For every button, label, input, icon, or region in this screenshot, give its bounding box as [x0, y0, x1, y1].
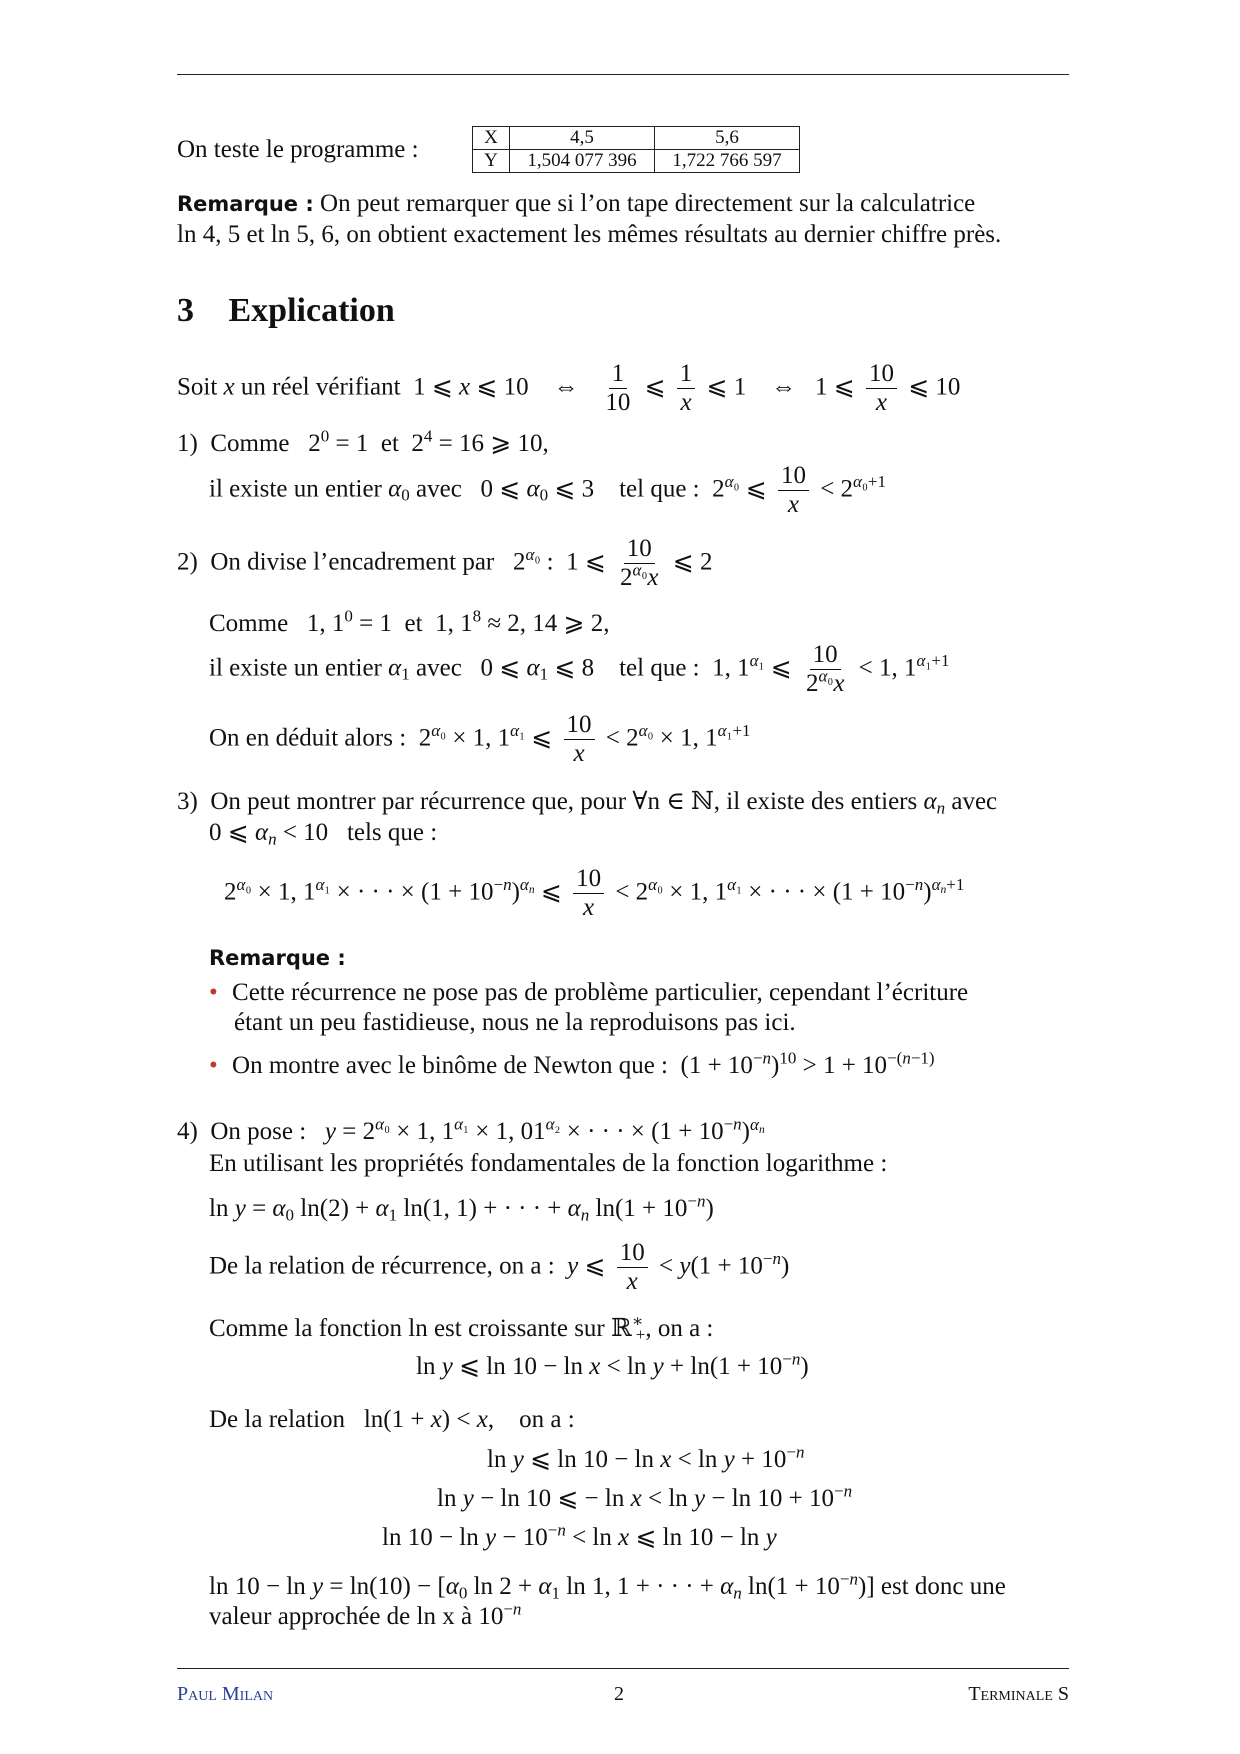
item-4-delarel: De la relation ln(1 + x) < x, on a :: [209, 1406, 575, 1433]
remarque-1: [177, 190, 975, 218]
item-4-relation: De la relation de récurrence, on a : y ⩽ $\frac{10}{x}$ < $y(1 + 10^{-n})$: [209, 1239, 790, 1296]
footer-class: Terminale S: [968, 1683, 1069, 1705]
remarque-text-1: On peut remarquer que si l’on tape directement sur la calculatrice: [320, 190, 976, 217]
item-3-number: 3): [177, 788, 198, 815]
item-3-line-1: 3) On peut montrer par récurrence que, pour ∀n ∈ ℕ, il existe des entiers $\alpha_n$ avec: [177, 788, 998, 818]
item-2-existe: il existe un entier: [209, 654, 382, 682]
item-4-comme-text: Comme la fonction ln est croissante sur: [209, 1315, 605, 1342]
item-3-line-2: 0 ⩽ $\alpha_n < 10$ tels que :: [209, 819, 438, 849]
item-1-line-2: il existe un entier $\alpha_0$ avec 0 ⩽ $\alpha_0$ ⩽ 3 tel que : $2^{\alpha_0}$ ⩽ $\frac{10}{x}$ < $2^{\alpha_0+1}$: [209, 462, 886, 519]
soit-text: Soit: [177, 373, 218, 401]
item-2-line-3: il existe un entier $\alpha_1$ avec 0 ⩽ $\alpha_1$ ⩽ 8 tel que : 1, $1^{\alpha_1}$ ⩽ $\frac{10}{2^{\alpha_0}x}$ < 1, $1^{\alpha_1+1}$: [209, 641, 950, 698]
table-cell: Y: [473, 150, 510, 173]
item-1-number: 1): [177, 430, 198, 457]
item-4-ineq-2: ln y ⩽ $\ln 10 - \ln x < \ln y + 10^{-n}$: [487, 1442, 805, 1473]
item-2-line-1: 2) On divise l’encadrement par $2^{\alpha_0}$ : 1 ⩽ $\frac{10}{2^{\alpha_0}x}$ ⩽ 2: [177, 535, 713, 592]
item-4-valeur: valeur approchée de ln x à: [209, 1603, 473, 1630]
footer-rule: [177, 1668, 1069, 1669]
section-title: Explication: [228, 292, 395, 329]
table-cell: X: [473, 127, 510, 150]
footer-page: 2: [614, 1683, 624, 1705]
item-4-ona: , on a :: [645, 1315, 714, 1342]
item-4-ona2: on a :: [519, 1406, 575, 1433]
table-cell: 5,6: [655, 127, 800, 150]
item-1-comme: Comme: [210, 430, 290, 457]
item-1-existe: il existe un entier: [209, 475, 382, 503]
item-4-comme: Comme la fonction ln est croissante sur ℝ∗$_+$, on a :: [209, 1311, 714, 1345]
header-rule: [177, 74, 1069, 75]
item-4-relation-text: De la relation de récurrence, on a :: [209, 1252, 555, 1280]
bullet-2-text: On montre avec le binôme de Newton que :: [232, 1052, 668, 1079]
item-4-delarel-text: De la relation: [209, 1406, 346, 1433]
item-4-estdonc: est donc une: [880, 1573, 1006, 1600]
bullet-icon: •: [209, 979, 218, 1006]
item-2-deduit: On en déduit alors :: [209, 724, 407, 752]
table-cell: 4,5: [510, 127, 655, 150]
item-3-tels: tels que :: [346, 819, 438, 846]
footer-author: Paul Milan: [177, 1683, 274, 1705]
item-2-telque: tel que :: [619, 654, 700, 682]
item-4-ineq-4: $\ln 10 - \ln y - 10^{-n} < \ln x$ ⩽ ln 10 − ln y: [382, 1520, 777, 1551]
bullet-icon: •: [209, 1052, 218, 1079]
remarque-text-2: ln 4, 5 et ln 5, 6, on obtient exactement les mêmes résultats au dernier chiffre près.: [177, 221, 1002, 248]
soit-var: x: [223, 373, 235, 401]
item-3-formula: $2^{\alpha_0} \times 1$, $1^{\alpha_1}$ × · · · × $(1 + 10^{-n})^{\alpha_n}$ ⩽ $\frac{10}{x}$ < $2^{\alpha_0} \times 1$, $1^{\alpha_1}$ × · · · × $(1 + 10^{-n})^{\alpha_n+1}$: [224, 865, 965, 922]
section-number: 3: [177, 292, 194, 329]
table-cell: 1,722 766 597: [655, 150, 800, 173]
item-2-divise: On divise l’encadrement par: [210, 548, 495, 576]
remarque-2-bullet-1: [209, 979, 968, 1007]
remarque-label: Remarque :: [177, 192, 314, 216]
item-1-telque: tel que :: [619, 475, 700, 503]
item-4-ineq-3: ln y − ln 10 ⩽ − $\ln x < \ln y - \ln 10 + 10^{-n}$: [437, 1481, 853, 1512]
item-2-avec: avec: [416, 654, 462, 682]
program-table: [472, 126, 800, 173]
item-2-number: 2): [177, 548, 198, 576]
table-row: [473, 150, 800, 173]
soit-text-2: un réel vérifiant: [240, 373, 401, 401]
item-4-conclusion-1: $\ln 10 - \ln y = \ln(10) - [\alpha_0$ $\ln 2 + \alpha_1$ ln 1, 1 + · · · + $\alpha_n$ $\ln(1 + 10^{-n})$] est donc une: [209, 1569, 1006, 1603]
soit-line: Soit x un réel vérifiant 1 ⩽ x ⩽ 10 ⇔ $\frac{1}{10}$ ⩽ $\frac{1}{x}$ ⩽ 1 ⇔ 1 ⩽ $\frac{10}{x}$ ⩽ 10: [177, 360, 961, 417]
item-4-pose: On pose :: [210, 1118, 307, 1145]
remarque-2-bullet-2: • On montre avec le binôme de Newton que : $(1 + 10^{-n})^{10} > 1 + 10^{-(n-1)}$: [209, 1048, 935, 1079]
item-3-avec: avec: [951, 788, 998, 815]
item-1-line-1: 1) Comme $2^0 = 1$ et $2^4 = 16$ ⩾ 10,: [177, 426, 549, 457]
item-1-avec: avec: [416, 475, 462, 503]
item-4-number: 4): [177, 1118, 198, 1145]
table-cell: 1,504 077 396: [510, 150, 655, 173]
section-heading: [177, 292, 395, 330]
table-row: [473, 127, 800, 150]
item-2-line-4: On en déduit alors : $2^{\alpha_0} \times 1$, $1^{\alpha_1}$ ⩽ $\frac{10}{x}$ < $2^{\alpha_0} \times 1$, $1^{\alpha_1+1}$: [209, 711, 751, 768]
item-4-line-1: 4) On pose : $y = 2^{\alpha_0} \times 1$, $1^{\alpha_1} \times 1$, $01^{\alpha_2}$ × · · · × $(1 + 10^{-n})^{\alpha_n}$: [177, 1114, 765, 1145]
item-2-line-2: Comme 1, $1^0 = 1$ et 1, $1^8 \approx 2$, 14 ⩾ 2,: [209, 606, 610, 637]
item-4-ineq-1: ln y ⩽ $\ln 10 - \ln x < \ln y + \ln(1 + 10^{-n})$: [416, 1349, 809, 1380]
bullet-1-line-2: étant un peu fastidieuse, nous ne la reproduisons pas ici.: [234, 1009, 796, 1036]
item-4-utilisant: En utilisant les propriétés fondamentales de la fonction logarithme :: [209, 1150, 888, 1177]
test-text: On teste le programme :: [177, 136, 419, 163]
bullet-1-line-1: Cette récurrence ne pose pas de problème particulier, cependant l’écriture: [232, 979, 969, 1006]
item-2-comme: Comme: [209, 610, 289, 637]
item-4-conclusion-2: valeur approchée de ln x à $10^{-n}$: [209, 1599, 522, 1630]
item-3-text: On peut montrer par récurrence que, pour ∀n ∈ ℕ, il existe des entiers: [210, 788, 918, 815]
remarque-2-label: Remarque :: [209, 946, 346, 970]
item-4-ln-y: $\ln y = \alpha_0$ $\ln(2) + \alpha_1$ ln(1, 1) + · · · + $\alpha_n$ $\ln(1 + 10^{-n})$: [209, 1191, 714, 1225]
